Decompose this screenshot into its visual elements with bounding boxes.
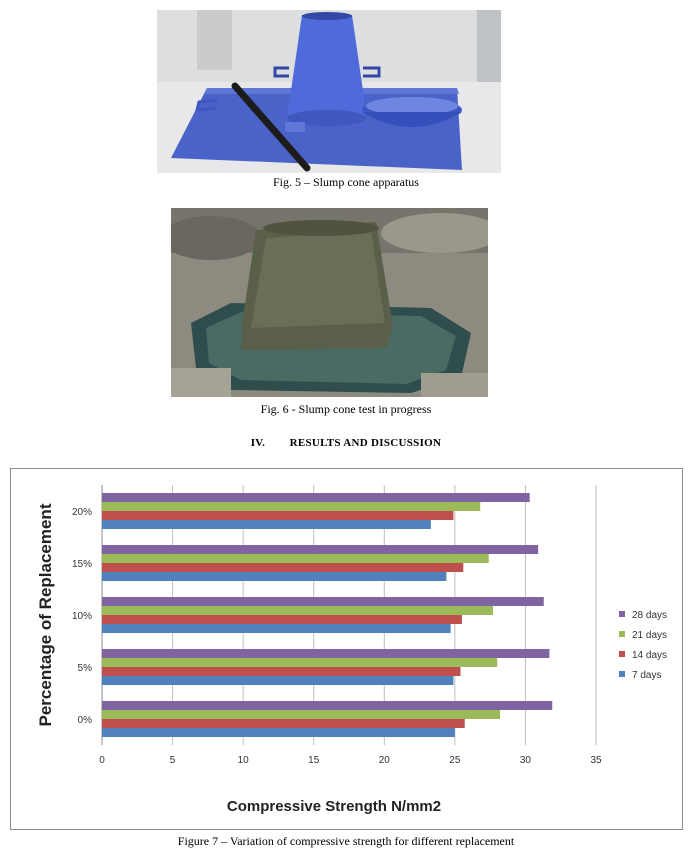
legend-swatch (619, 631, 625, 637)
legend-label: 21 days (632, 630, 668, 641)
bar (102, 572, 446, 581)
bar (102, 719, 465, 728)
x-tick-label: 0 (99, 755, 105, 766)
bar (102, 676, 453, 685)
x-tick-label: 35 (590, 755, 602, 766)
x-axis-title: Compressive Strength N/mm2 (226, 798, 442, 815)
bar (102, 658, 497, 667)
figure-6-caption: Fig. 6 - Slump cone test in progress (260, 402, 432, 416)
bar (102, 728, 455, 737)
bar (102, 554, 489, 563)
legend-swatch (619, 651, 625, 657)
bar (102, 597, 544, 606)
bar (102, 511, 453, 520)
y-tick-label: 10% (71, 611, 92, 622)
bar (102, 606, 493, 615)
bar (102, 649, 549, 658)
x-tick-label: 15 (308, 755, 320, 766)
legend-label: 28 days (632, 610, 668, 621)
y-tick-label: 0% (77, 715, 92, 726)
legend-swatch (619, 611, 625, 617)
x-tick-label: 10 (237, 755, 249, 766)
y-tick-label: 15% (71, 559, 92, 570)
legend-label: 7 days (632, 670, 662, 681)
x-tick-label: 30 (519, 755, 531, 766)
compressive-strength-chart (10, 468, 683, 830)
section-number: IV. (250, 437, 266, 449)
bar (102, 563, 463, 572)
x-tick-label: 20 (378, 755, 390, 766)
bar (102, 624, 451, 633)
bar (102, 502, 480, 511)
x-tick-label: 25 (449, 755, 461, 766)
slump-cone-test-illustration (171, 208, 488, 397)
section-heading (0, 437, 692, 449)
bar (102, 615, 462, 624)
y-axis-title: Percentage of Replacement (36, 503, 55, 727)
section-title: RESULTS AND DISCUSSION (289, 437, 442, 449)
y-tick-label: 20% (71, 507, 92, 518)
chart-canvas (11, 469, 682, 829)
bar (102, 545, 538, 554)
x-tick-label: 5 (169, 755, 176, 766)
bar (102, 667, 461, 676)
bar (102, 710, 500, 719)
slump-cone-apparatus-photo (157, 10, 501, 173)
slump-cone-test-photo (171, 208, 488, 397)
legend-swatch (619, 671, 625, 677)
figure-7-caption: Figure 7 – Variation of compressive strength for different replacement (177, 834, 515, 848)
figure-5-caption: Fig. 5 – Slump cone apparatus (273, 175, 419, 189)
slump-cone-apparatus-illustration (157, 10, 501, 173)
bar (102, 701, 552, 710)
bar (102, 493, 530, 502)
legend-label: 14 days (632, 650, 668, 661)
y-tick-label: 5% (77, 663, 92, 674)
bar (102, 520, 431, 529)
